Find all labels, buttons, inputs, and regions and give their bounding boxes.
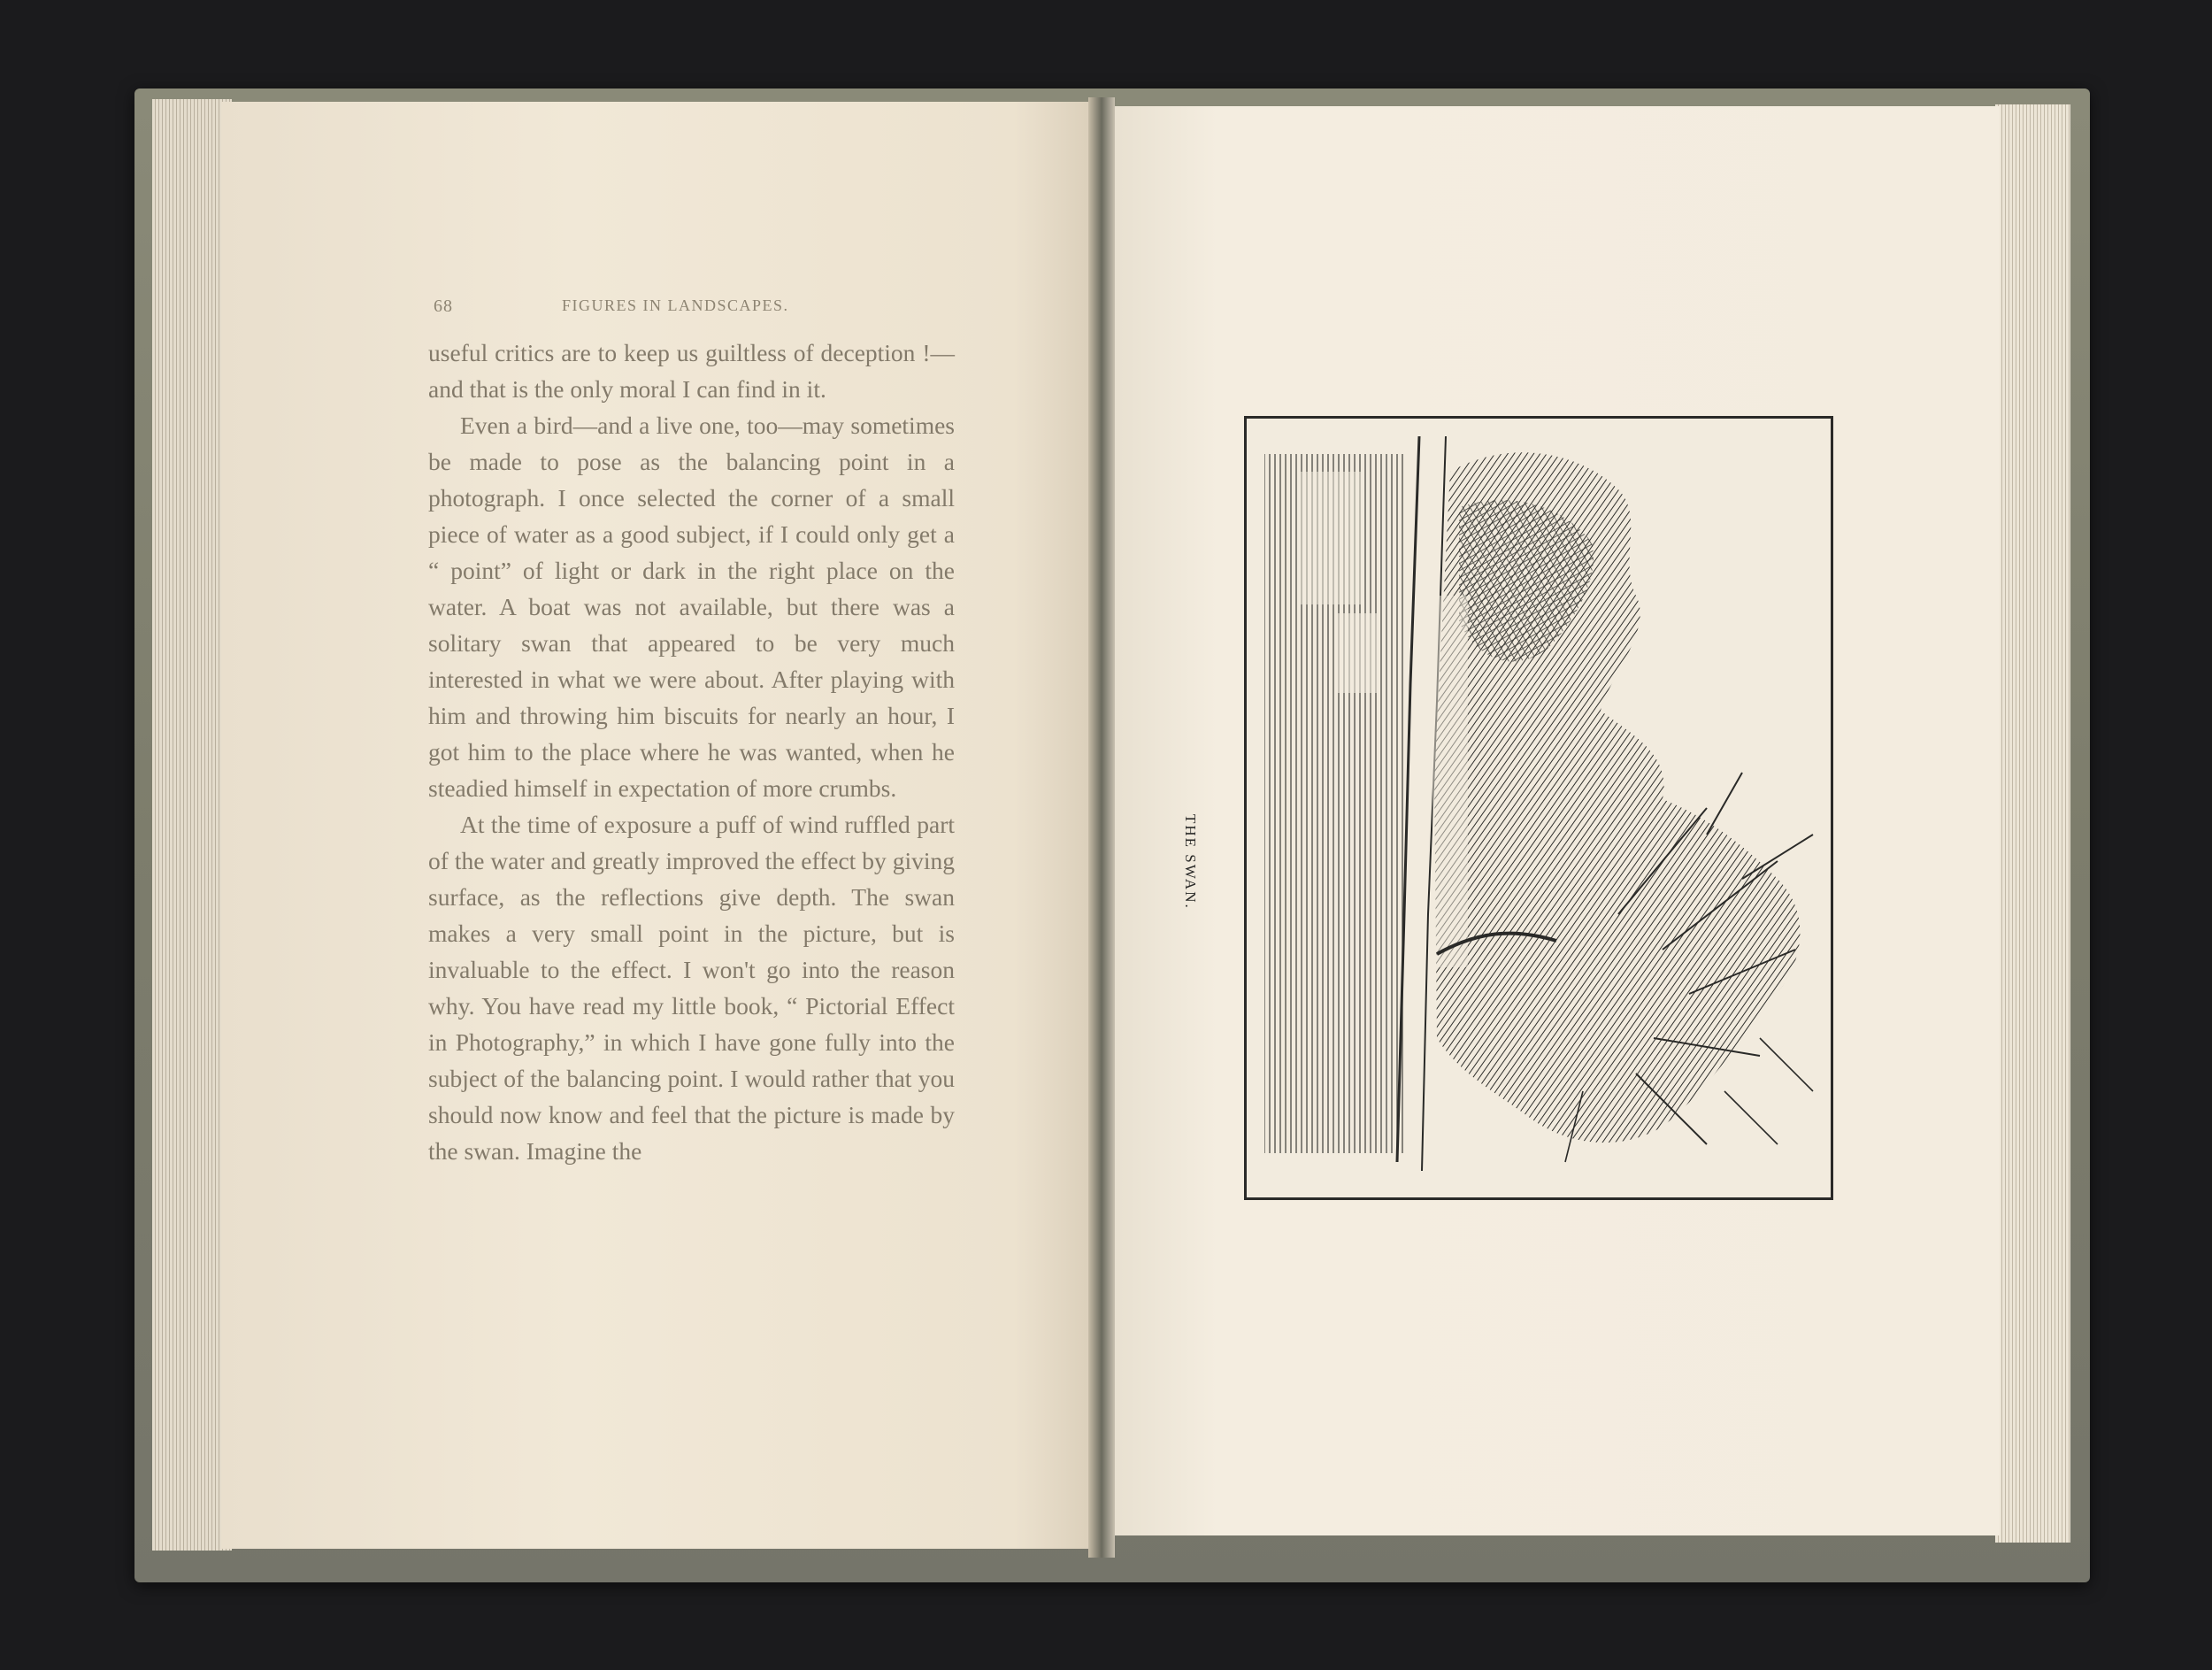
right-page-edges: [1995, 104, 2070, 1543]
body-text: [428, 335, 955, 1169]
paragraph-2: Even a bird—and a live one, too—may sometimes be made to pose as the balancing point in a photograph. I once selected the corner of a small piece of water as a good subject, if I could only get a “ point” of light or dark in the right place on the water. A boat was not available, but there was a solitary swan that appeared to be very much interested in what we were about. After playing with him and throwing him biscuits for nearly an hour, I got him to the place where he was wanted, when he steadied himself in expectation of more crumbs.: [428, 412, 955, 802]
running-head: [434, 296, 964, 323]
engraving-drawing: [1247, 419, 1831, 1197]
plate-caption: THE SWAN.: [1182, 814, 1199, 910]
swan-engraving: [1244, 416, 1833, 1200]
left-page-edges: [152, 99, 232, 1551]
book-gutter: [1088, 97, 1115, 1558]
running-title: FIGURES IN LANDSCAPES.: [562, 296, 789, 314]
paragraph-1: useful critics are to keep us guiltless of deception !—and that is the only moral I can find in it.: [428, 339, 955, 403]
paragraph-3: At the time of exposure a puff of wind ruffled part of the water and greatly improved the effect by giving surface, as the reflections give depth. The swan makes a very small point in the picture, but is invaluable to the effect. I won't go into the reason why. You have read my little book, “ Pictorial Effect in Photography,” in which I have gone fully into the subject of the balancing point. I would rather that you should now know and feel that the picture is made by the swan. Imagine the: [428, 811, 955, 1165]
page-number: 68: [434, 296, 453, 316]
